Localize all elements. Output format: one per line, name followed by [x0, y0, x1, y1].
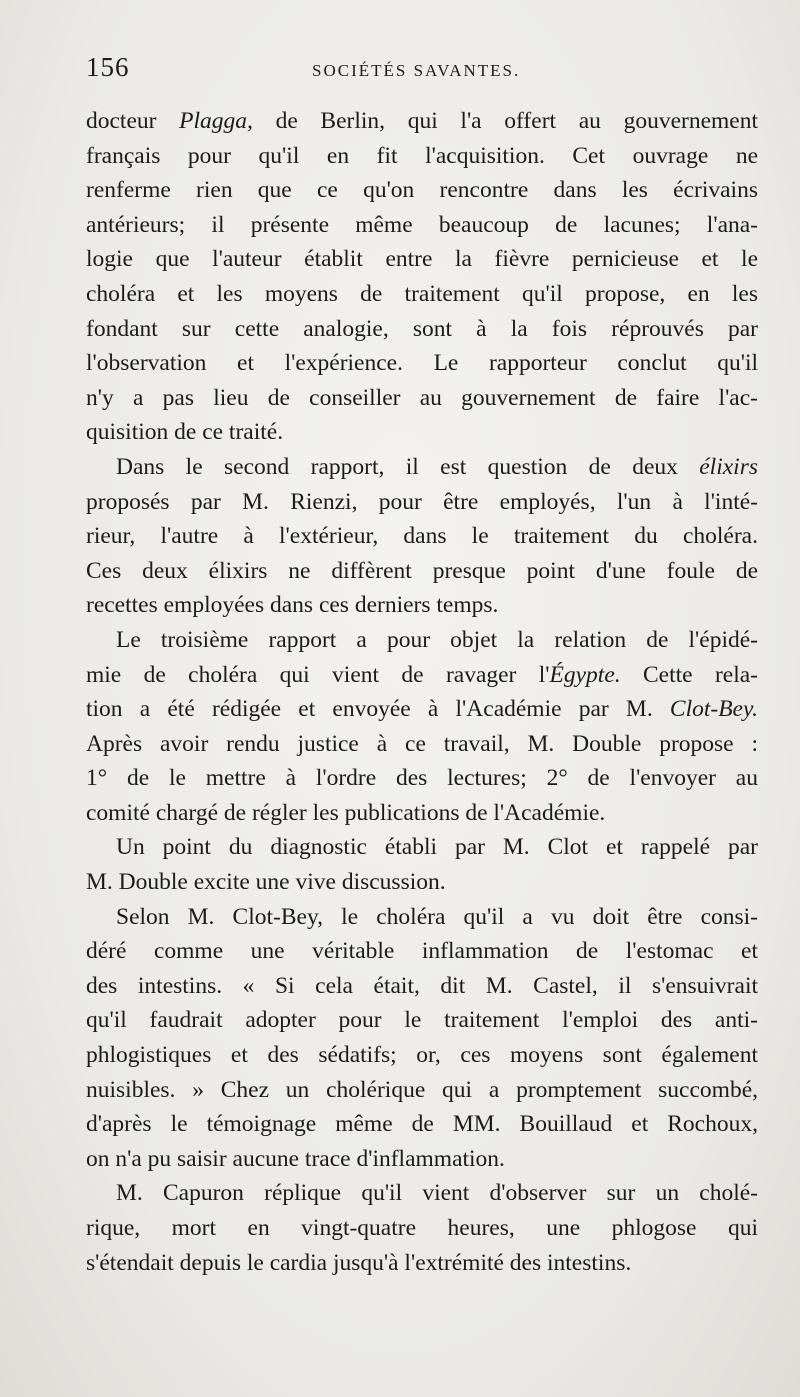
text-line: Le troisième rapport a pour objet la relation de l'épidé- — [116, 626, 758, 653]
text-line: 1° de le mettre à l'ordre des lectures; 2° de l'envoyer au — [86, 765, 758, 792]
paragraph — [86, 104, 758, 450]
text-line: Après avoir rendu justice à ce travail, M. Double propose : — [86, 730, 758, 757]
italic-text: Égypte. — [549, 661, 621, 688]
italic-text: Clot-Bey. — [669, 696, 758, 723]
text-line: proposés par M. Rienzi, pour être employés, l'un à l'inté- — [86, 488, 758, 515]
text-line: renferme rien que ce qu'on rencontre dans les écrivains — [86, 177, 758, 204]
page-header — [86, 52, 766, 92]
text-line: d'après le témoignage même de MM. Bouillaud et Rochoux, — [86, 1111, 758, 1138]
text-line: Ces deux élixirs ne diffèrent presque point d'une foule de — [86, 557, 758, 584]
text-line: mie de choléra qui vient de ravager l'Égypte. Cette rela- — [86, 661, 759, 688]
paragraph — [86, 450, 758, 623]
text-line: Selon M. Clot-Bey, le choléra qu'il a vu doit être consi- — [116, 903, 758, 930]
body-text — [86, 104, 758, 1280]
text-line: antérieurs; il présente même beaucoup de lacunes; l'ana- — [86, 211, 758, 238]
text-line: Un point du diagnostic établi par M. Clot et rappelé par — [116, 834, 758, 861]
paragraph — [86, 900, 758, 1177]
text-line: Dans le second rapport, il est question de deux élixirs — [116, 453, 758, 480]
text-line: on n'a pu saisir aucune trace d'inflammation. — [86, 1145, 505, 1172]
text-line: tion a été rédigée et envoyée à l'Académie par M. Clot-Bey. — [86, 696, 758, 723]
text-line: choléra et les moyens de traitement qu'il propose, en les — [86, 280, 758, 307]
italic-text: Plagga, — [179, 108, 253, 134]
text-line: comité chargé de régler les publications de l'Académie. — [86, 799, 606, 826]
paragraph — [86, 830, 758, 899]
paragraph — [86, 1176, 758, 1280]
text-line: M. Capuron réplique qu'il vient d'observer sur un cholé- — [116, 1180, 758, 1207]
text-line: nuisibles. » Chez un cholérique qui a promptement succombé, — [86, 1076, 758, 1103]
text-line: rique, mort en vingt-quatre heures, une phlogose qui — [86, 1215, 758, 1241]
text-line: recettes employées dans ces derniers temps. — [86, 592, 499, 619]
text-line: l'observation et l'expérience. Le rapporteur conclut qu'il — [86, 350, 758, 377]
text-line: français pour qu'il en fit l'acquisition. Cet ouvrage ne — [86, 142, 758, 169]
text-line: n'y a pas lieu de conseiller au gouvernement de faire l'ac- — [86, 384, 758, 411]
text-line: rieur, l'autre à l'extérieur, dans le traitement du choléra. — [86, 523, 758, 550]
italic-text: élixirs — [699, 453, 758, 480]
text-line: qu'il faudrait adopter pour le traitement l'emploi des anti- — [86, 1007, 758, 1034]
text-line: docteur Plagga, de Berlin, qui l'a offert au gouvernement — [86, 108, 758, 134]
text-line: déré comme une véritable inflammation de l'estomac et — [86, 938, 758, 965]
text-line: fondant sur cette analogie, sont à la fois réprouvés par — [86, 315, 758, 342]
text-line: quisition de ce traité. — [86, 419, 284, 446]
text-line: M. Double excite une vive discussion. — [86, 869, 446, 896]
text-line: des intestins. « Si cela était, dit M. Castel, il s'ensuivrait — [86, 972, 758, 999]
paragraph — [86, 623, 758, 831]
page-number: 156 — [86, 52, 130, 82]
text-line: s'étendait depuis le cardia jusqu'à l'extrémité des intestins. — [86, 1249, 632, 1276]
text-line: phlogistiques et des sédatifs; or, ces moyens sont également — [86, 1042, 758, 1069]
running-head: SOCIÉTÉS SAVANTES. — [312, 61, 521, 80]
text-line: logie que l'auteur établit entre la fièvre pernicieuse et le — [86, 246, 758, 273]
